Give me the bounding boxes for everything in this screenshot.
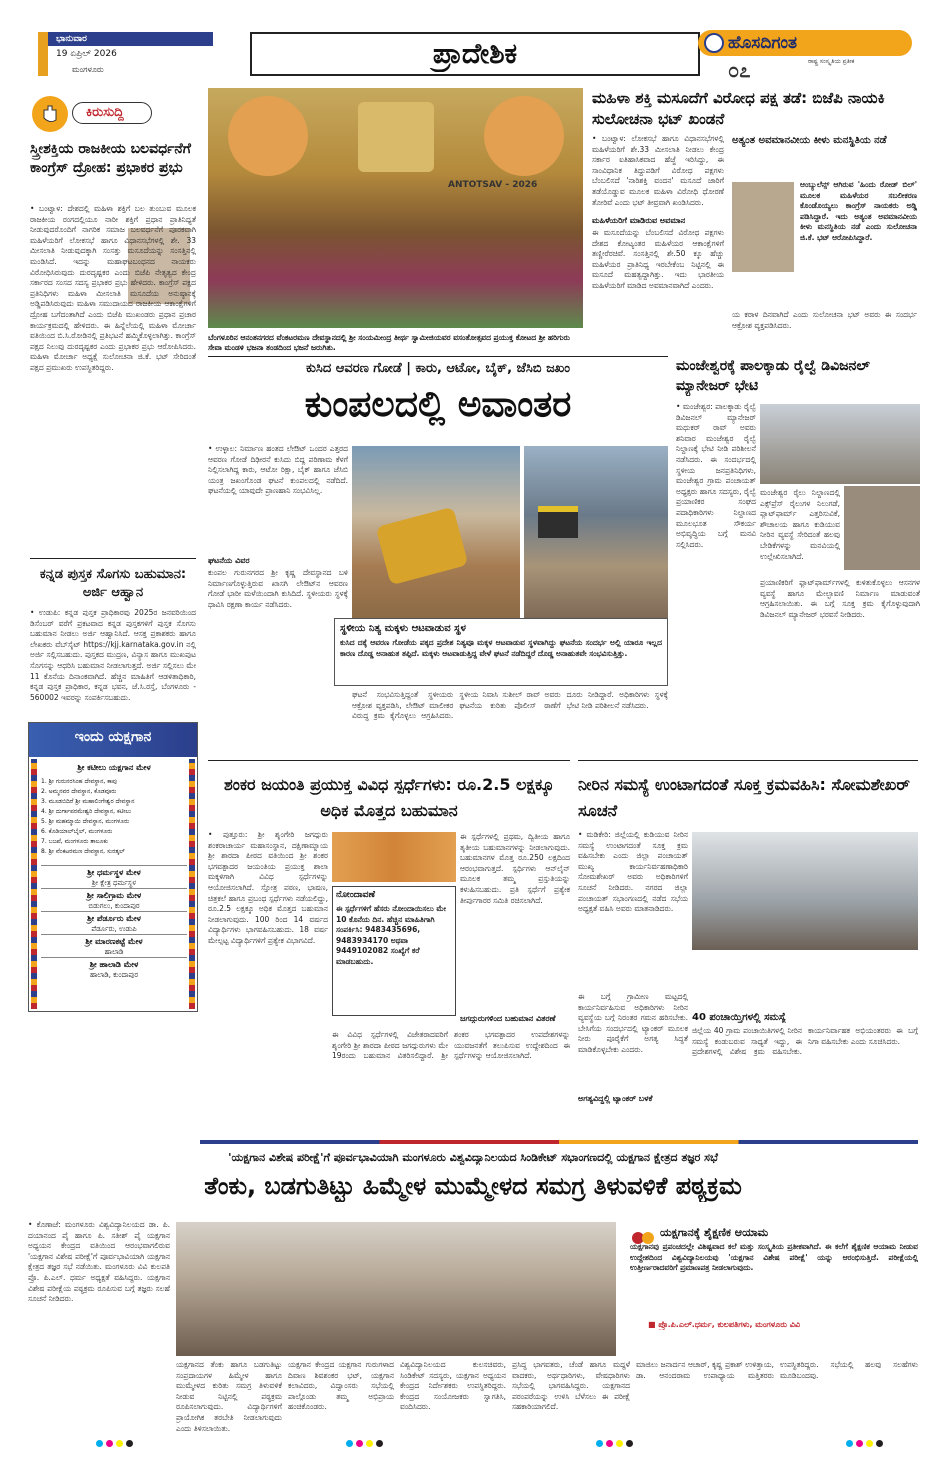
quote-attribution: ■ ಪ್ರೊ.ಪಿ.ಎಲ್.ಧರ್ಮ, ಕುಲಪತಿಗಳು, ಮಂಗಳೂರು ವಿವಿ	[648, 1320, 801, 1329]
registration-marks-2	[346, 1440, 383, 1447]
mahila-headline: ಮಹಿಳಾ ಶಕ್ತಿ ಮಸೂದೆಗೆ ವಿರೋಧ ಪಕ್ಷ ತಡೆ: ಬಿಜೆಪಿ ನಾಯಕಿ ಸುಲೋಚನಾ ಭಟ್ ಖಂಡನೆ	[592, 89, 885, 128]
list-item: 5. ಶ್ರೀ ಮಹಮ್ಮಾಯಿ ದೇವಸ್ಥಾನ, ಮಂಗಳೂರು	[41, 818, 130, 825]
kirusuddi-label: ಕಿರುಸುದ್ದಿ	[86, 105, 124, 120]
kumpala-top-rule	[208, 356, 668, 357]
troupe-haladi-place: ಹಾಲಾಡಿ, ಕುಂದಾಪುರ	[89, 971, 139, 979]
shankara-body2: ಈ ಸ್ಪರ್ಧೆಗಳಲ್ಲಿ ಪ್ರಥಮ, ದ್ವಿತೀಯ ಹಾಗೂ ತೃತೀಯ ಬಹುಮಾನಗಳನ್ನು ನೀಡಲಾಗುವುದು. ಬಹುಮಾನಗಳ ಮೊತ್ತ ರೂ.250 ಲಕ್ಷದಿಂದ ಆರಂಭವಾಗುತ್ತದೆ. ಸ್ಪರ್ಧಿಗಳು ಆನ್‌ಲೈನ್ ಮೂಲಕ ತಮ್ಮ ಪ್ರಸ್ತುತಿಯನ್ನು ಕಳುಹಿಸಬಹುದು. ಪ್ರತಿ ಸ್ಪರ್ಧೆಗೆ ಪ್ರತ್ಯೇಕ ತೀರ್ಪುಗಾರರ ಸಮಿತಿ ರಚಿಸಲಾಗಿದೆ.	[460, 832, 570, 905]
sulochana-photo	[732, 182, 794, 272]
kumpala-inset-head: ಸ್ಥಳೀಯ ನಿತ್ಯ ಮಕ್ಕಳು ಆಟವಾಡುವ ಸ್ಥಳ	[340, 623, 466, 634]
list-item: 2. ಅಮ್ಮನವರ ದೇವಸ್ಥಾನ, ಕೊಡವೂರು	[41, 788, 117, 795]
brand-circle-icon	[704, 33, 724, 53]
kumpala-kicker: ಕುಸಿದ ಆವರಣ ಗೋಡೆ | ಕಾರು, ಆಟೋ, ಬೈಕ್, ಜೆಸಿಬಿ ಜಖಂ	[305, 361, 571, 376]
water-subhead: ಅಗತ್ಯವಿದ್ದಲ್ಲಿ ಟ್ಯಾಂಕರ್ ಬಳಕೆ	[578, 1094, 653, 1103]
story2-body: • ಉಡುಪಿ: ಕನ್ನಡ ಪುಸ್ತಕ ಪ್ರಾಧಿಕಾರವು 2025ರ ಜನವರಿಯಿಂದ ಡಿಸೆಂಬರ್ ವರೆಗೆ ಪ್ರಕಟವಾದ ಕನ್ನಡ ಪುಸ್ತಕಗಳಿಗೆ ಪುಸ್ತಕ ಸೊಗಸು ಬಹುಮಾನ ನೀಡಲು ಅರ್ಜಿ ಆಹ್ವಾನಿಸಿದೆ. ಆಸಕ್ತ ಪ್ರಕಾಶಕರು ಹಾಗೂ ಲೇಖಕರು ವೆಬ್‌ಸೈಟ್ https://kjj.karnataka.gov.in ನಲ್ಲಿ ಅರ್ಜಿ ಸಲ್ಲಿಸಬಹುದು. ಪುಸ್ತಕದ ಮುದ್ರಣ, ವಿನ್ಯಾಸ ಹಾಗೂ ಮುಖಪುಟ ಸೊಗಸನ್ನು ಆಧರಿಸಿ ಬಹುಮಾನ ನೀಡಲಾಗುತ್ತದೆ. ಅರ್ಜಿ ಸಲ್ಲಿಸಲು ಮೇ 11 ಕೊನೆಯ ದಿನಾಂಕವಾಗಿದೆ. ಹೆಚ್ಚಿನ ಮಾಹಿತಿಗೆ ಆಡಳಿತಾಧಿಕಾರಿ, ಕನ್ನಡ ಪುಸ್ತಕ ಪ್ರಾಧಿಕಾರ, ಕನ್ನಡ ಭವನ, ಜೆ.ಸಿ.ರಸ್ತೆ, ಬೆಂಗಳೂರು - 560002 ಇವರನ್ನು ಸಂಪರ್ಕಿಸಬಹುದು.	[30, 608, 196, 702]
registration-box-head: ನೋಂದಾವಣೆ	[336, 890, 376, 900]
story1-body: • ಬಂಟ್ವಾಳ: ದೇಶದಲ್ಲಿ ಮಹಿಳಾ ಶಕ್ತಿಗೆ ಬಲ ತುಂಬುವ ಮೂಲಕ ರಾಜಕೀಯ ರಂಗದಲ್ಲಿಯೂ ನಾರೀ ಶಕ್ತಿಗೆ ಪ್ರಧಾನ ಪ್ರಾತಿನಿಧ್ಯತೆ ನೀಡುವುದರೊಂದಿಗೆ ನಾಗರಿಕ ಸಮಾಜ ಬಲವರ್ಧನೆಗೆ ಪೂರಕವಾಗಿ ಮಹಿಳೆಯರಿಗೆ ಲೋಕಸಭೆ ಹಾಗೂ ವಿಧಾನಸಭೆಗಳಲ್ಲಿ ಶೇ. 33 ಮೀಸಲಾತಿ ನೀಡುವುದಕ್ಕಾಗಿ ಸಂಸತ್ತು ಮಸೂದೆಯನ್ನು ಸಂಸತ್ತಿನಲ್ಲಿ ಮಂಡಿಸಿದೆ. ಇದನ್ನು ಮಹಾಘಟಬಂಧನದ ನಾಯಕರು ವಿರೋಧಿಸಿರುವುದು ದುರದೃಷ್ಟಕರ ಎಂದು ಬಿಜೆಪಿ ನೇತೃತ್ವದ ಕೇಂದ್ರ ಸರ್ಕಾರದ ಸಂಸದ ಸದಸ್ಯ ಪ್ರಭಾಕರ ಪ್ರಭು ಹೇಳಿದರು. ಕಾಂಗ್ರೆಸ್ ಪಕ್ಷದ ಪ್ರತಿನಿಧಿಗಳು ಮಹಿಳಾ ಮೀಸಲಾತಿ ಮಸೂದೆಯ ಅನುಷ್ಠಾನಕ್ಕೆ ಅಡ್ಡಿಪಡಿಸಿರುವುದು ಮಹಿಳಾ ಸಮುದಾಯದ ರಾಜಕೀಯ ಆಕಾಂಕ್ಷೆಗಳಿಗೆ ದ್ರೋಹ ಬಗೆದಂತಾಗಿದೆ ಎಂದು ಬಿಜೆಪಿ ಮುಖಂಡರು ಪ್ರಧಾನ ಪ್ರಚಾರ ಕಾರ್ಯಕ್ರಮದಲ್ಲಿ ಹೇಳಿದರು. ಈ ಹಿನ್ನೆಲೆಯಲ್ಲಿ ಮಹಿಳಾ ಮೋರ್ಚಾ ವತಿಯಿಂದ ಬಿ.ಸಿ.ರೋಡಿನಲ್ಲಿ ಪ್ರತಿಭಟನೆ ಹಮ್ಮಿಕೊಳ್ಳಲಾಗಿತ್ತು. ಕಾಂಗ್ರೆಸ್ ಪಕ್ಷದ ನಿಲುವು ದುರದೃಷ್ಟಕರ ಎಂದು ಪ್ರಭಾಕರ ಪ್ರಭು ಆರೋಪಿಸಿದರು. ಮಹಿಳಾ ಮೋರ್ಚಾ ಅಧ್ಯಕ್ಷೆ ಸುಲೋಚನಾ ಜಿ.ಕೆ. ಭಟ್ ಸೇರಿದಂತೆ ಪಕ್ಷದ ಪ್ರಮುಖರು ಉಪಸ್ಥಿತರಿದ್ದರು.	[30, 204, 196, 372]
masthead-day: ಭಾನುವಾರ	[56, 34, 87, 44]
troupe-perduru: ಶ್ರೀ ಪೆರ್ಡೂರು ಮೇಳ	[41, 911, 187, 924]
masthead-date: 19 ಏಪ್ರಿಲ್ 2026	[56, 49, 117, 59]
meeting-photo	[692, 832, 918, 950]
list-item: 8. ಶ್ರೀ ವೆಂಕಟರಮಣ ದೇವಸ್ಥಾನ, ಸುರತ್ಕಲ್	[41, 848, 125, 855]
mahila-body: • ಬಂಟ್ವಾಳ: ಲೋಕಸಭೆ ಹಾಗೂ ವಿಧಾನಸಭೆಗಳಲ್ಲಿ ಮಹಿಳೆಯರಿಗೆ ಶೇ.33 ಮೀಸಲಾತಿ ನೀಡಲು ಕೇಂದ್ರ ಸರ್ಕಾರ ಐತಿಹಾಸಿಕವಾದ ಹೆಜ್ಜೆ ಇರಿಸಿದ್ದು, ಈ ಸಾಂವಿಧಾನಿಕ ತಿದ್ದುಪಡಿಗೆ ವಿರೋಧ ಪಕ್ಷಗಳು ಬೆಂಬಲಿಸದೆ 'ನಾರಿಶಕ್ತಿ ವಂದನ' ಮಸೂದೆ ಜಾರಿಗೆ ತಡೆಯೊಡ್ಡುವ ಮೂಲಕ ಮಹಿಳಾ ವಿರೋಧಿ ಧೋರಣೆ ತೋರಿವೆ ಎಂದು ಭಟ್ ತೀವ್ರವಾಗಿ ಖಂಡಿಸಿದರು.	[592, 134, 724, 207]
shankara-headline: ಶಂಕರ ಜಯಂತಿ ಪ್ರಯುಕ್ತ ವಿವಿಧ ಸ್ಪರ್ಧೆಗಳು: ರೂ.2.5 ಲಕ್ಷಕ್ಕೂ ಅಧಿಕ ಮೊತ್ತದ ಬಹುಮಾನ	[223, 775, 554, 820]
railway-body2: ಮಂಜೇಶ್ವರ ರೈಲು ನಿಲ್ದಾಣದಲ್ಲಿ ಎಕ್ಸ್‌ಪ್ರೆಸ್ ರೈಲುಗಳ ನಿಲುಗಡೆ, ಪ್ಲಾಟ್‌ಫಾರ್ಮ್ ಎತ್ತರಿಸುವಿಕೆ, ಶೌಚಾಲಯ ಹಾಗೂ ಕುಡಿಯುವ ನೀರಿನ ವ್ಯವಸ್ಥೆ ಸೇರಿದಂತೆ ಹಲವು ಬೇಡಿಕೆಗಳನ್ನು ಮನವಿಯಲ್ಲಿ ಉಲ್ಲೇಖಿಸಲಾಗಿದೆ.	[760, 488, 840, 561]
troupe-kateelu: ಶ್ರೀ ಕಟೀಲು ಯಕ್ಷಗಾನ ಮೇಳ	[77, 763, 151, 772]
kumpala-body: • ಉಳ್ಳಾಲ: ನಿರ್ಮಾಣ ಹಂತದ ಲೇಔಟ್ ಒಂದರ ಎತ್ತರದ ಆವರಣ ಗೋಡೆ ದಿಢೀರನೆ ಕುಸಿದು ಬಿದ್ದ ಪರಿಣಾಮ ಕೆಳಗೆ ನಿಲ್ಲಿಸಲಾಗಿದ್ದ ಕಾರು, ಆಟೋ ರಿಕ್ಷಾ, ಬೈಕ್ ಹಾಗೂ ಜೆಸಿಬಿ ಯಂತ್ರ ಜಖಂಗೊಂಡ ಘಟನೆ ಕುಂಪಲದಲ್ಲಿ ನಡೆದಿದೆ. ಘಟನೆಯಲ್ಲಿ ಯಾವುದೇ ಪ್ರಾಣಹಾನಿ ಸಂಭವಿಸಿಲ್ಲ.	[208, 444, 348, 496]
brand-logo	[698, 30, 912, 84]
shankara-subhead: ಜಗದ್ಗುರುಗಳಿಂದ ಬಹುಮಾನ ವಿತರಣೆ	[460, 1014, 556, 1023]
shankara-top-rule	[208, 760, 570, 761]
yakshagana-box	[28, 722, 198, 1012]
collapsed-wall-photo-2	[524, 446, 668, 618]
kumpala-subhead: ಘಟನೆಯ ವಿವರ	[208, 556, 250, 565]
shankara-body: • ಪುತ್ತೂರು: ಶ್ರೀ ಶೃಂಗೇರಿ ಜಗದ್ಗುರು ಶಂಕರಾಚಾರ್ಯ ಮಹಾಸಂಸ್ಥಾನ, ದಕ್ಷಿಣಾಮ್ನಾಯ ಶ್ರೀ ಶಾರದಾ ಪೀಠದ ವತಿಯಿಂದ ಶ್ರೀ ಶಂಕರ ಭಗವತ್ಪಾದರ ಜಯಂತಿಯ ಪ್ರಯುಕ್ತ ಶಾಲಾ ಮಕ್ಕಳಿಗಾಗಿ ವಿವಿಧ ಸ್ಪರ್ಧೆಗಳನ್ನು ಆಯೋಜಿಸಲಾಗಿದೆ. ಸ್ತೋತ್ರ ಪಠಣ, ಭಾಷಣ, ಚಿತ್ರಕಲೆ ಹಾಗೂ ಪ್ರಬಂಧ ಸ್ಪರ್ಧೆಗಳು ನಡೆಯಲಿದ್ದು, ರೂ.2.5 ಲಕ್ಷಕ್ಕೂ ಅಧಿಕ ಮೊತ್ತದ ಬಹುಮಾನ ನೀಡಲಾಗುವುದು. 100 ರಿಂದ 14 ವರ್ಷದ ವಿದ್ಯಾರ್ಥಿಗಳು ಭಾಗವಹಿಸಬಹುದು. 18 ವರ್ಷ ಮೇಲ್ಪಟ್ಟ ವಿದ್ಯಾರ್ಥಿಗಳಿಗೆ ಪ್ರತ್ಯೇಕ ವಿಭಾಗವಿದೆ.	[208, 830, 328, 945]
registration-marks-1	[96, 1440, 133, 1447]
list-item: 7. ಬಜಪೆ, ಮಂಗಳೂರು ತಾಲೂಕು	[41, 838, 108, 845]
bottom-col1: ಯಕ್ಷಗಾನದ ತೆಂಕು ಹಾಗೂ ಬಡಗುತಿಟ್ಟು ಸಂಪ್ರದಾಯಗಳ ಹಿಮ್ಮೇಳ ಹಾಗೂ ಮುಮ್ಮೇಳದ ಕುರಿತು ಸಮಗ್ರ ತಿಳುವಳಿಕೆ ನೀಡುವ ನಿಟ್ಟಿನಲ್ಲಿ ಪಠ್ಯಕ್ರಮ ರೂಪಿಸಲಾಗುವುದು. ವಿದ್ಯಾರ್ಥಿಗಳಿಗೆ ಪ್ರಾಯೋಗಿಕ ತರಬೇತಿ ನೀಡಲಾಗುವುದು ಎಂದು ತಿಳಿಸಲಾಯಿತು.	[176, 1360, 282, 1432]
hand-icon	[32, 96, 68, 132]
kirusuddi-column	[28, 88, 198, 718]
bhajan-photo-caption: ಬೆಂಗಳೂರಿನ ಆನಂತನಗರದ ವೆಂಕಟರಮಣ ದೇವಸ್ಥಾನದಲ್ಲಿ ಶ್ರೀ ಸಂಯಮೀಂದ್ರ ತೀರ್ಥ ಸ್ವಾಮೀಜಿಯವರ ವಸಂತೋತ್ಸವದ ಪ್ರಯುಕ್ತ ಕೋಟದ ಶ್ರೀ ಹರಿಗುರು ಸೇವಾ ಮಂಡಳಿ ಭಜನಾ ತಂಡದಿಂದ ಭಜನೆ ಜರುಗಿತು.	[208, 333, 570, 352]
troupe-dharmasthala-place: ಶ್ರೀ ಕ್ಷೇತ್ರ ಧರ್ಮಸ್ಥಳ	[91, 879, 137, 887]
kumpala-headline: ಕುಂಪಲದಲ್ಲಿ ಅವಾಂತರ	[304, 384, 572, 425]
registration-marks-3	[596, 1440, 633, 1447]
bottom-col2: ಯಕ್ಷಗಾನ ಕೇಂದ್ರದ ಯಕ್ಷಗಾನ ಗುರುಗಳಾದ ದಿವಾಣ ಶಿವಶಂಕರ ಭಟ್, ಯಕ್ಷಗಾನ ಕಲಾವಿದರು, ವಿದ್ವಾಂಸರು ಸಭೆಯಲ್ಲಿ ಪಾಲ್ಗೊಂಡು ತಮ್ಮ ಅಭಿಪ್ರಾಯ ಹಂಚಿಕೊಂಡರು.	[288, 1360, 394, 1412]
event-banner-text: ANTOTSAV - 2026	[448, 180, 538, 190]
railway-body: • ಮಂಜೇಶ್ವರ: ಪಾಲಕ್ಕಾಡು ರೈಲ್ವೆ ಡಿವಿಜನಲ್ ಮ್ಯಾನೇಜರ್ ಮಧುಕರ್ ರಾವ್ ಅವರು ಶನಿವಾರ ಮಂಜೇಶ್ವರ ರೈಲ್ವೆ ನಿಲ್ದಾಣಕ್ಕೆ ಭೇಟಿ ನೀಡಿ ಪರಿಶೀಲನೆ ನಡೆಸಿದರು. ಈ ಸಂದರ್ಭದಲ್ಲಿ ಸ್ಥಳೀಯ ಜನಪ್ರತಿನಿಧಿಗಳು, ಮಂಜೇಶ್ವರ ಗ್ರಾಮ ಪಂಚಾಯತ್ ಅಧ್ಯಕ್ಷರು ಹಾಗೂ ಸದಸ್ಯರು, ರೈಲ್ವೆ ಪ್ರಯಾಣಿಕರ ಸಂಘದ ಪದಾಧಿಕಾರಿಗಳು ನಿಲ್ದಾಣದ ಮೂಲಭೂತ ಸೌಕರ್ಯ ಅಭಿವೃದ್ಧಿಯ ಬಗ್ಗೆ ಮನವಿ ಸಲ್ಲಿಸಿದರು.	[676, 402, 756, 549]
mahila-side-head: ಅತ್ಯಂತ ಅವಮಾನವೀಯ ಕೀಳು ಮನಸ್ಥಿತಿಯ ನಡೆ	[732, 135, 887, 146]
bottom-col3: ವಿಶ್ವವಿದ್ಯಾನಿಲಯದ ಕುಲಸಚಿವರು, ಸಿಂಡಿಕೇಟ್ ಸದಸ್ಯರು, ಯಕ್ಷಗಾನ ಅಧ್ಯಯನ ಕೇಂದ್ರದ ನಿರ್ದೇಶಕರು ಉಪಸ್ಥಿತರಿದ್ದರು. ಕೇಂದ್ರದ ಸಂಯೋಜಕರು ಸ್ವಾಗತಿಸಿ, ವಂದಿಸಿದರು.	[400, 1360, 506, 1412]
troupe-dharmasthala: ಶ್ರೀ ಧರ್ಮಸ್ಥಳ ಮೇಳ	[41, 865, 187, 878]
kumpala-inset-body: ಕುಸಿದ ದಕ್ಕೆ ಆವರಣ ಗೋಡೆಯ ಪಕ್ಕದ ಪ್ರದೇಶ ನಿತ್ಯವೂ ಮಕ್ಕಳ ಆಟವಾಡುವ ಸ್ಥಳವಾಗಿದ್ದು ಘಟನೆಯ ಸಂದರ್ಭ ಅಲ್ಲಿ ಯಾರೂ ಇಲ್ಲದ ಕಾರಣ ದೊಡ್ಡ ಅನಾಹುತ ತಪ್ಪಿದೆ. ಮಕ್ಕಳು ಆಟವಾಡುತ್ತಿದ್ದ ವೇಳೆ ಘಟನೆ ನಡೆದಿದ್ದರೆ ದೊಡ್ಡ ಅನಾಹುತವೇ ಸಂಭವಿಸುತ್ತಿತ್ತು.	[340, 638, 662, 658]
list-item: 1. ಶ್ರೀ ಗುರುನರಸಿಂಹ ದೇವಸ್ಥಾನ, ಕಾಪು	[41, 778, 117, 785]
page-number: ೦೭	[728, 58, 751, 82]
shankara-deities-image	[332, 832, 456, 882]
brand-tagline: ರಾಷ್ಟ್ರ ಸಂಸ್ಕೃತಿಯ ಪ್ರತೀಕ	[808, 58, 855, 65]
color-strip	[200, 1140, 918, 1144]
collapsed-wall-photo-1	[352, 446, 520, 618]
railway-headline: ಮಂಜೇಶ್ವರಕ್ಕೆ ಪಾಲಕ್ಕಾಡು ರೈಲ್ವೆ ಡಿವಿಜನಲ್ ಮ್ಯಾನೇಜರ್ ಭೇಟಿ	[676, 358, 870, 394]
mahila-side-tail: ಯ ಕರಾಳ ದಿನವಾಗಿದೆ ಎಂದು ಸುಲೋಚನಾ ಭಟ್ ಅವರು ಈ ಸಂದರ್ಭ ಆಕ್ರೋಶ ವ್ಯಕ್ತಪಡಿಸಿದರು.	[732, 310, 917, 330]
mahila-body2: ಈ ಮಸೂದೆಯನ್ನು ಬೆಂಬಲಿಸದೆ ವಿರೋಧ ಪಕ್ಷಗಳು ದೇಶದ ಕೋಟ್ಯಂತರ ಮಹಿಳೆಯರ ಆಕಾಂಕ್ಷೆಗಳಿಗೆ ತಣ್ಣೀರೆರಚಿವೆ. ಸಂಸತ್ತಿನಲ್ಲಿ ಶೇ.50 ಕ್ಕೂ ಹೆಚ್ಚು ಮಹಿಳೆಯರ ಪ್ರಾತಿನಿಧ್ಯ ಇರಬೇಕೆಂಬ ನಿಟ್ಟಿನಲ್ಲಿ ಈ ಮಸೂದೆ ಮಹತ್ವದ್ದಾಗಿತ್ತು. ಇದು ಭಾರತೀಯ ಮಹಿಳೆಯರಿಗೆ ಮಾಡಿದ ಅವಮಾನವಾಗಿದೆ ಎಂದರು.	[592, 228, 724, 290]
section-title: ಪ್ರಾದೇಶಿಕ	[432, 37, 518, 70]
kumpala-body2: ಕುಂಪಲ ಗುರುನಗರದ ಶ್ರೀ ಕೃಷ್ಣ ದೇವಸ್ಥಾನದ ಬಳಿ ನಿರ್ಮಾಣಗೊಳ್ಳುತ್ತಿರುವ ಖಾಸಗಿ ಲೇಔಟ್‌ನ ಆವರಣ ಗೋಡೆ ಭಾರೀ ಮಳೆಯಿಂದಾಗಿ ಕುಸಿದಿದೆ. ಸ್ಥಳೀಯರು ಸ್ಥಳಕ್ಕೆ ಧಾವಿಸಿ ರಕ್ಷಣಾ ಕಾರ್ಯ ನಡೆಸಿದರು.	[208, 568, 348, 609]
swamiji-portrait-left	[228, 96, 308, 176]
troupe-list	[41, 865, 187, 980]
railway-photo-1	[760, 404, 920, 484]
shankara-body3: ಈ ವಿವಿಧ ಸ್ಪರ್ಧೆಗಳಲ್ಲಿ ವಿಜೇತರಾದವರಿಗೆ ಶೃಂಗೇರಿ ಶ್ರೀ ಶಾರದಾ ಪೀಠದ ಜಗದ್ಗುರುಗಳು ಮೇ 19ರಂದು ಬಹುಮಾನ ವಿತರಿಸಲಿದ್ದಾರೆ. ಶ್ರೀ ಶಂಕರ ಭಗವತ್ಪಾದರ ಉಪದೇಶಗಳನ್ನು ಯುವಜನತೆಗೆ ತಲುಪಿಸುವ ಉದ್ದೇಶದಿಂದ ಈ ಸ್ಪರ್ಧೆಗಳನ್ನು ಆಯೋಜಿಸಲಾಗಿದೆ.	[332, 1030, 570, 1061]
date-badge-accent	[38, 32, 48, 76]
kumpala-body3: ಘಟನೆ ಸಂಭವಿಸುತ್ತಿದ್ದಂತೆ ಸ್ಥಳೀಯರು ಆಕ್ರೋಶ ವ್ಯಕ್ತಪಡಿಸಿ, ಲೇಔಟ್ ಮಾಲೀಕರ ವಿರುದ್ಧ ಕ್ರಮ ಕೈಗೊಳ್ಳಲು ಆಗ್ರಹಿಸಿದರು. ಸ್ಥಳೀಯ ನಿವಾಸಿ ಸುಶೀಲ್ ರಾವ್ ಅವರು ಘಟನೆಯ ಕುರಿತು ಪೊಲೀಸ್ ಠಾಣೆಗೆ ದೂರು ನೀಡಿದ್ದಾರೆ. ಅಧಿಕಾರಿಗಳು ಸ್ಥಳಕ್ಕೆ ಭೇಟಿ ನೀಡಿ ಪರಿಶೀಲನೆ ನಡೆಸಿದರು.	[352, 690, 668, 721]
masthead	[0, 0, 945, 86]
auto-rickshaw-shape	[538, 506, 578, 538]
bottom-col4: ಪ್ರಸಿದ್ಧ ಭಾಗವತರು, ಚೆಂಡೆ ಹಾಗೂ ಮದ್ದಳೆ ವಾದಕರು, ಅರ್ಥಧಾರಿಗಳು, ವೇಷಧಾರಿಗಳು ಸಭೆಯಲ್ಲಿ ಭಾಗವಹಿಸಿದ್ದರು. ಯಕ್ಷಗಾನದ ಪರಂಪರೆಯನ್ನು ಉಳಿಸಿ ಬೆಳೆಸಲು ಈ ಪರೀಕ್ಷೆ ಸಹಕಾರಿಯಾಗಲಿದೆ.	[512, 1360, 630, 1412]
brand-name: ಹೊಸದಿಗಂತ	[728, 33, 798, 53]
water-top-rule	[578, 760, 918, 761]
jcb-shape	[376, 507, 469, 586]
troupe-perduru-place: ಪೆರ್ಡೂರು, ಉಡುಪಿ	[91, 925, 137, 933]
group-photo	[176, 1222, 616, 1356]
troupe-maranakatte: ಶ್ರೀ ಮಾರಣಕಟ್ಟೆ ಮೇಳ	[41, 934, 187, 947]
troupe-kateelu-list	[41, 777, 187, 857]
bottom-lead: • ಕೊಣಾಜೆ: ಮಂಗಳೂರು ವಿಶ್ವವಿದ್ಯಾನಿಲಯದ ಡಾ. ಪಿ. ದಯಾನಂದ ಪೈ ಹಾಗೂ ಪಿ. ಸತೀಶ್ ಪೈ ಯಕ್ಷಗಾನ ಅಧ್ಯಯನ ಕೇಂದ್ರದ ವತಿಯಿಂದ ಆರಂಭವಾಗಲಿರುವ 'ಯಕ್ಷಗಾನ ವಿಶೇಷ ಪರೀಕ್ಷೆ'ಗೆ ಪೂರ್ವಭಾವಿಯಾಗಿ ಯಕ್ಷಗಾನ ಕ್ಷೇತ್ರದ ತಜ್ಞರ ಸಭೆ ನಡೆಯಿತು. ಮಂಗಳೂರು ವಿವಿ ಕುಲಪತಿ ಪ್ರೊ. ಪಿ.ಎಲ್. ಧರ್ಮ ಅಧ್ಯಕ್ಷತೆ ವಹಿಸಿದ್ದರು. ಯಕ್ಷಗಾನ ವಿಶೇಷ ಪರೀಕ್ಷೆಯ ಪಠ್ಯಕ್ರಮ ರೂಪಿಸುವ ಬಗ್ಗೆ ತಜ್ಞರು ಸಲಹೆ ಸೂಚನೆ ನೀಡಿದರು.	[28, 1220, 170, 1304]
water-subhead2: 40 ಪಂಚಾಯ್ತಿಗಳಲ್ಲಿ ಸಮಸ್ಯೆ	[692, 1012, 786, 1023]
bottom-headline: ತೆಂಕು, ಬಡಗುತಿಟ್ಟು ಹಿಮ್ಮೇಳ ಮುಮ್ಮೇಳದ ಸಮಗ್ರ ತಿಳುವಳಿಕೆ ಪಠ್ಯಕ್ರಮ	[204, 1172, 742, 1200]
troupe-saligrama: ಶ್ರೀ ಸಾಲಿಗ್ರಾಮ ಮೇಳ	[41, 888, 187, 901]
quote-body: ಯಕ್ಷಗಾನವು ಪ್ರಪಂಚದಲ್ಲೇ ವಿಶಿಷ್ಟವಾದ ಕಲೆ ಮತ್ತು ಸಂಸ್ಕೃತಿಯ ಪ್ರತೀಕವಾಗಿದೆ. ಈ ಕಲೆಗೆ ಶೈಕ್ಷಣಿಕ ಆಯಾಮ ನೀಡುವ ಉದ್ದೇಶದಿಂದ ವಿಶ್ವವಿದ್ಯಾನಿಲಯವು 'ಯಕ್ಷಗಾನ ವಿಶೇಷ ಪರೀಕ್ಷೆ' ಯನ್ನು ಆರಂಭಿಸುತ್ತಿದೆ. ಪರೀಕ್ಷೆಯಲ್ಲಿ ಉತ್ತೀರ್ಣರಾದವರಿಗೆ ಪ್ರಮಾಣಪತ್ರ ನೀಡಲಾಗುವುದು.	[630, 1242, 918, 1273]
masthead-edition: ಮಂಗಳೂರು	[72, 65, 104, 74]
yakshagana-border-left	[31, 759, 37, 1009]
story1-headline: ಸ್ತ್ರೀಶಕ್ತಿಯ ರಾಜಕೀಯ ಬಲವರ್ಧನೆಗೆ ಕಾಂಗ್ರೆಸ್ ದ್ರೋಹ: ಪ್ರಭಾಕರ ಪ್ರಭು	[30, 141, 191, 176]
idol-shrine	[358, 102, 434, 172]
troupe-haladi: ಶ್ರೀ ಹಾಲಾಡಿ ಮೇಳ	[41, 957, 187, 970]
story2-headline: ಕನ್ನಡ ಪುಸ್ತಕ ಸೊಗಸು ಬಹುಮಾನ: ಅರ್ಜಿ ಆಹ್ವಾನ	[39, 567, 187, 600]
bottom-col5: ಮಾಜಿಲು ಜನಾರ್ದನ ಆಚಾರ್, ಕೃಷ್ಣ ಪ್ರಕಾಶ್ ಉಳಿತ್ತಾಯ, ಡಾ. ಆನಂದರಾಮ ಉಪಾಧ್ಯಾಯ ಮತ್ತಿತರರು ಉಪಸ್ಥಿತರಿದ್ದರು. ಸಭೆಯಲ್ಲಿ ಹಲವು ಸಲಹೆಗಳು ಮೂಡಿಬಂದವು.	[636, 1360, 918, 1380]
registration-marks-4	[846, 1440, 883, 1447]
railway-photo-2	[844, 486, 920, 570]
yakshagana-title: ಇಂದು ಯಕ್ಷಗಾನ	[74, 729, 152, 745]
troupe-maranakatte-place: ಹಾಲಾಡಿ	[104, 948, 124, 956]
quote-head: ಯಕ್ಷಗಾನಕ್ಕೆ ಶೈಕ್ಷಣಿಕ ಆಯಾಮ	[660, 1226, 769, 1239]
registration-box-body: ಈ ಸ್ಪರ್ಧೆಗಳಿಗೆ ಹೆಸರು ನೋಂದಾಯಿಸಲು ಮೇ 10 ಕೊನೆಯ ದಿನ. ಹೆಚ್ಚಿನ ಮಾಹಿತಿಗಾಗಿ ಸಂಪರ್ಕಿಸಿ: 9483435696, 9483934170 ಅಥವಾ 9449102082 ಸಂಖ್ಯೆಗೆ ಕರೆ ಮಾಡಬಹುದು.	[336, 904, 446, 966]
list-item: 6. ಕೊಡಿಯಾಲ್‌ಬೈಲ್, ಮಂಗಳೂರು	[41, 828, 113, 835]
mahila-side-body: ಆಂಬ್ಯುಲೆನ್ಸ್ ಆಗಿರುವ 'ಹಿಂದು ರೋಡ್ ಬಿಲ್' ಮೂಲಕ ಮಹಿಳೆಯರ ಸಬಲೀಕರಣ ಕೊಂಡೊಯ್ಯಲು ಕಾಂಗ್ರೆಸ್ ನಾಯಕರು ಅಡ್ಡಿ ಪಡಿಸಿದ್ದಾರೆ. ಇದು ಅತ್ಯಂತ ಅವಮಾನವೀಯ ಕೀಳು ಮನಸ್ಥಿತಿಯ ನಡೆ ಎಂದು ಸುಲೋಚನಾ ಜಿ.ಕೆ. ಭಟ್ ಆರೋಪಿಸಿದ್ದಾರೆ.	[800, 180, 917, 242]
bottom-kicker: 'ಯಕ್ಷಗಾನ ವಿಶೇಷ ಪರೀಕ್ಷೆ'ಗೆ ಪೂರ್ವಭಾವಿಯಾಗಿ ಮಂಗಳೂರು ವಿಶ್ವವಿದ್ಯಾನಿಲಯದ ಸಿಂಡಿಕೇಟ್ ಸಭಾಂಗಣದಲ್ಲಿ ಯಕ್ಷಗಾನ ಕ್ಷೇತ್ರದ ತಜ್ಞರ ಸಭೆ	[228, 1151, 718, 1164]
water-body: • ಮಡಿಕೇರಿ: ಜಿಲ್ಲೆಯಲ್ಲಿ ಕುಡಿಯುವ ನೀರಿನ ಸಮಸ್ಯೆ ಉಂಟಾಗದಂತೆ ಸೂಕ್ತ ಕ್ರಮ ವಹಿಸಬೇಕು ಎಂದು ಜಿಲ್ಲಾ ಪಂಚಾಯತ್ ಮುಖ್ಯ ಕಾರ್ಯನಿರ್ವಹಣಾಧಿಕಾರಿ ಸೋಮಶೇಖರ್ ಅವರು ಅಧಿಕಾರಿಗಳಿಗೆ ಸೂಚನೆ ನೀಡಿದರು. ನಗರದ ಜಿಲ್ಲಾ ಪಂಚಾಯತ್ ಸಭಾಂಗಣದಲ್ಲಿ ನಡೆದ ಸಭೆಯ ಅಧ್ಯಕ್ಷತೆ ವಹಿಸಿ ಅವರು ಮಾತನಾಡಿದರು.	[578, 830, 688, 914]
list-item: 4. ಶ್ರೀ ದುರ್ಗಾಪರಮೇಶ್ವರಿ ದೇವಸ್ಥಾನ, ಕಟೀಲು	[41, 808, 132, 815]
railway-body3: ಪ್ರಯಾಣಿಕರಿಗೆ ಫ್ಲಾಟ್‌ಫಾರ್ಮ್‌ಗಳಲ್ಲಿ ಕುಳಿತುಕೊಳ್ಳಲು ಆಸನಗಳ ವ್ಯವಸ್ಥೆ ಹಾಗೂ ಮೇಲ್ಛಾವಣಿ ನಿರ್ಮಾಣ ಮಾಡುವಂತೆ ಆಗ್ರಹಿಸಲಾಯಿತು. ಈ ಬಗ್ಗೆ ಸೂಕ್ತ ಕ್ರಮ ಕೈಗೊಳ್ಳುವುದಾಗಿ ಡಿವಿಜನಲ್ ಮ್ಯಾನೇಜರ್ ಭರವಸೆ ನೀಡಿದರು.	[760, 578, 920, 619]
troupe-saligrama-place: ಬಿಡುಗಲು, ಕುಂದಾಪುರ	[88, 902, 140, 910]
bhajan-photo	[208, 88, 583, 328]
list-item: 3. ಮೂಡಬಿದಿರೆ ಶ್ರೀ ಮಹಾಲಿಂಗೇಶ್ವರ ದೇವಸ್ಥಾನ	[41, 798, 135, 805]
water-headline: ನೀರಿನ ಸಮಸ್ಯೆ ಉಂಟಾಗದಂತೆ ಸೂಕ್ತ ಕ್ರಮವಹಿಸಿ: ಸೋಮಶೇಖರ್ ಸೂಚನೆ	[578, 775, 910, 820]
water-body3: ಜಿಲ್ಲೆಯ 40 ಗ್ರಾಮ ಪಂಚಾಯಿತಿಗಳಲ್ಲಿ ನೀರಿನ ಸಮಸ್ಯೆ ಕಂಡುಬರುವ ಸಾಧ್ಯತೆ ಇದ್ದು, ಈ ಪ್ರದೇಶಗಳಲ್ಲಿ ವಿಶೇಷ ಕ್ರಮ ವಹಿಸಬೇಕು. ಕಾರ್ಯನಿರ್ವಾಹಕ ಅಭಿಯಂತರರು ಈ ಬಗ್ಗೆ ನಿಗಾ ವಹಿಸಬೇಕು ಎಂದು ಸೂಚಿಸಿದರು.	[692, 1026, 918, 1057]
mahila-subhead: ಮಹಿಳೆಯರಿಗೆ ಮಾಡಿರುವ ಅವಮಾನ	[592, 216, 686, 225]
swamiji-portrait-right	[484, 96, 564, 176]
story-divider	[30, 558, 196, 559]
water-body2: ಈ ಬಗ್ಗೆ ಗ್ರಾಮೀಣ ಮಟ್ಟದಲ್ಲಿ ಕಾರ್ಯನಿರ್ವಹಿಸುವ ಅಧಿಕಾರಿಗಳು ನೀರಿನ ವ್ಯವಸ್ಥೆಯ ಬಗ್ಗೆ ನಿರಂತರ ಗಮನ ಹರಿಸಬೇಕು. ಬೇಸಿಗೆಯ ಸಂದರ್ಭದಲ್ಲಿ ಟ್ಯಾಂಕರ್ ಮೂಲಕ ನೀರು ಪೂರೈಕೆಗೆ ಅಗತ್ಯ ಸಿದ್ಧತೆ ಮಾಡಿಕೊಳ್ಳಬೇಕು ಎಂದರು.	[578, 992, 688, 1054]
yakshagana-border-right	[189, 759, 195, 1009]
